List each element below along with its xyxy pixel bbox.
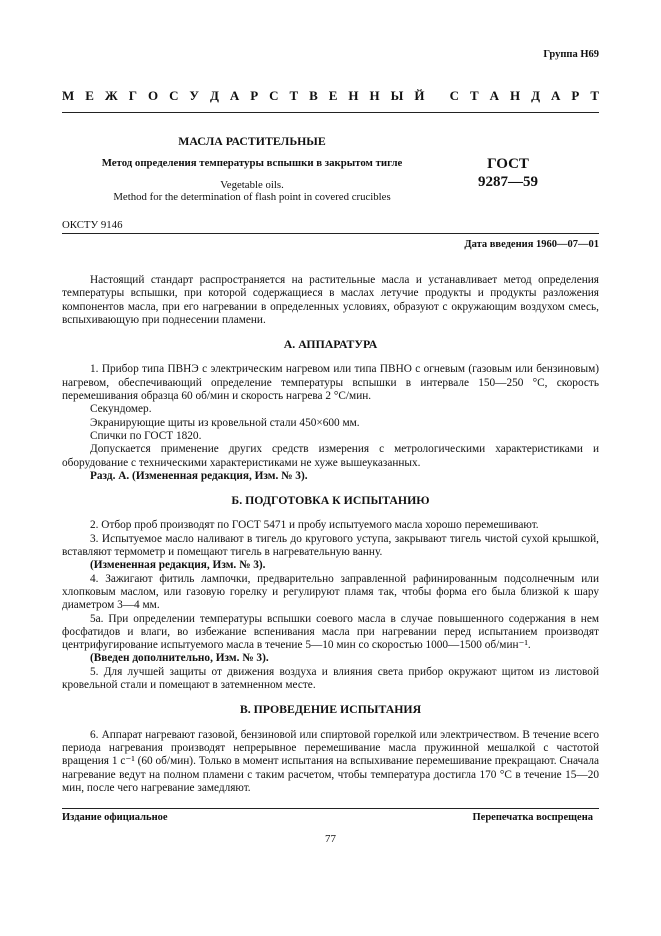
document-body [62,274,599,795]
section-a-heading: А. АППАРАТУРА [283,337,378,352]
intro-date: Дата введения 1960—07—01 [464,239,599,250]
header-letter: Д [209,88,219,103]
okstu-code: ОКСТУ 9146 [62,219,123,231]
english-title-line-1: Vegetable oils. [220,179,284,191]
header-letter: Н [369,88,380,103]
header-letter: У [189,88,199,103]
header-letter [435,88,438,104]
header-letter: С [449,88,460,103]
header-letter: А [489,88,500,103]
section-b-paragraph: 5а. При определении температуры вспышки соевого масла в случае повышенного содержания в нем фосфатидов и влаги, во избежание вспенивания масла при нагревании перед испытанием производят центрифугирование испытуемого масла в течение 5—10 мин со скоростью 1000—1500 об/мин⁻¹. [62,612,599,652]
reprint-prohibited-label: Перепечатка воспрещена [472,812,593,823]
header-letter: Р [250,88,259,103]
header-letter: Е [328,88,338,103]
header-rule [62,112,599,113]
header-letter: С [269,88,279,103]
header-letter: Н [348,88,359,103]
header-letter: В [309,88,318,103]
header-letter: Р [571,88,580,103]
intro-paragraph: Настоящий стандарт распространяется на растительные масла и устанавливает метод определения температуры вспышки, при которой содержащиеся в маслах летучие продукты и продукты разложения компонентов масла, при его нагревании в определенных условиях, образуют с окружающим воздухом смесь, вспыхивающую при поднесении пламени. [62,274,599,326]
english-title-line-2: Method for the determination of flash point in covered crucibles [113,191,391,203]
document-title: МАСЛА РАСТИТЕЛЬНЫЕ [178,134,326,148]
header-letter: Ы [390,88,404,103]
header-letter: Е [85,88,94,103]
group-label: Группа Н69 [543,49,599,60]
interstate-standard-header [62,88,599,104]
section-a-paragraph: Допускается применение других средств измерения с метрологическими характеристиками и оборудование с техническими характеристиками не хуже вышеуказанных. [62,443,599,469]
section-b-paragraph: 2. Отбор проб производят по ГОСТ 5471 и пробу испытуемого масла хорошо перемешивают. [90,519,539,532]
header-letter: Й [414,88,425,103]
header-letter: Ж [104,88,118,103]
section-b-amendment-note: (Введен дополнительно, Изм. № 3). [90,652,269,665]
header-letter: А [551,88,561,103]
header-letter: С [169,88,179,103]
header-letter: Д [531,88,541,103]
gost-designation [468,155,548,191]
page-number: 77 [325,833,336,845]
gost-label: ГОСТ [487,156,529,172]
section-b-heading: Б. ПОДГОТОВКА К ИСПЫТАНИЮ [231,493,430,508]
header-letter: Т [289,88,299,103]
section-a-paragraph: Экранирующие щиты из кровельной стали 450×600 мм. [90,416,360,429]
section-b-paragraph: 4. Зажигают фитиль лампочки, предварительно заправленной рафинированным подсолнечным или хлопковым маслом, или газовую горелку и регулируют пламя так, чтобы форма его была близкой к шару диаметром 3—4 мм. [62,572,599,612]
header-letter: Н [510,88,521,103]
header-letter: Т [590,88,599,103]
section-a-paragraph: 1. Прибор типа ПВНЭ с электрическим нагревом или типа ПВНО с огневым (газовым или бензиновым) нагревом, обеспечивающий определение температуры вспышки в интервале 150—250 °С, скорость перемешивания образца 60 об/мин и скорость нагрева 2 °С/мин. [62,363,599,403]
header-letter: Г [128,88,137,103]
document-subtitle: Метод определения температуры вспышки в закрытом тигле [101,157,403,169]
section-b-paragraph: 3. Испытуемое масло наливают в тигель до кругового уступа, закрывают тигель чистой сухой крышкой, вставляют термометр и помещают тигель в нагревательную ванну. [62,532,599,559]
header-letter: А [229,88,240,103]
header-letter: М [62,88,75,103]
okstu-rule [62,233,599,234]
section-b-amendment-note: (Измененная редакция, Изм. № 3). [90,559,266,572]
header-letter: Т [470,88,479,103]
header-letter: О [147,88,159,103]
section-a-paragraph: Секундомер. [90,403,152,416]
gost-number: 9287—59 [478,174,538,190]
section-b-paragraph: 5. Для лучшей защиты от движения воздуха и влияния света прибор окружают щитом из листовой кровельной стали и помещают в затемненном месте. [62,665,599,692]
section-a-amendment-note: Разд. А. (Измененная редакция, Изм. № 3). [90,469,308,482]
official-edition-label: Издание официальное [62,812,168,823]
footer-rule [62,808,599,809]
section-a-paragraph: Спички по ГОСТ 1820. [90,429,202,442]
section-v-heading: В. ПРОВЕДЕНИЕ ИСПЫТАНИЯ [239,702,422,717]
section-v-paragraph: 6. Аппарат нагревают газовой, бензиновой или спиртовой горелкой или электричеством. В течение всего периода нагревания производят непрерывное перемешивание масла пружинной мешалкой с частотой вращения 1 с⁻¹ (60 об/мин). Только в момент испытания на вспыхивание перемешивание прекращают. Сначала нагревание ведут на полном пламени с таким расчетом, чтобы температура достигла 170 °С в течение 15—20 мин, после чего нагревание замедляют. [62,728,599,794]
